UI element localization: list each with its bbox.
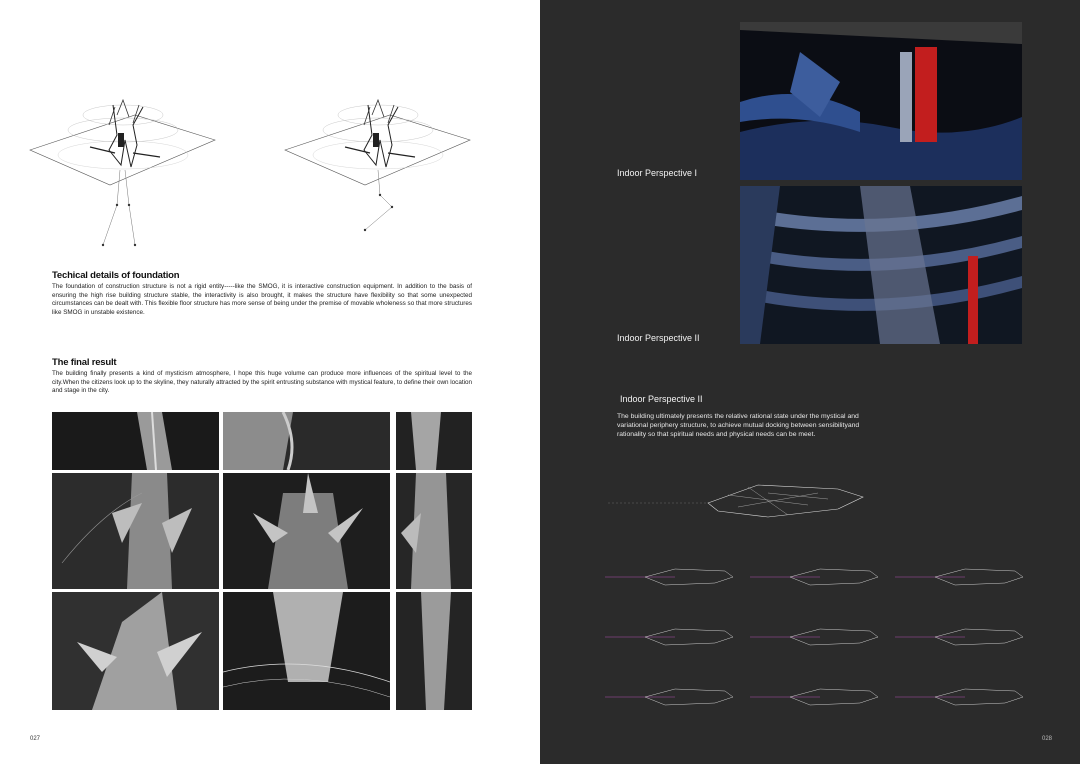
- render-tile: [52, 412, 219, 470]
- render-tile: [396, 473, 472, 589]
- render-tile: [52, 473, 219, 589]
- render-tile: [52, 592, 219, 710]
- render-tile: [223, 412, 390, 470]
- section-heading-foundation: Techical details of foundation: [52, 270, 180, 281]
- render-tile: [223, 592, 390, 710]
- page-number-right: 028: [1042, 736, 1053, 742]
- render-tile: [396, 592, 472, 710]
- indoor-perspective-image-2: [740, 186, 1022, 344]
- structure-plan-main: [608, 475, 888, 525]
- render-tile: [223, 473, 390, 589]
- render-tile: [396, 412, 472, 470]
- right-body-text: The building ultimately presents the relative rational state under the mystical and variational periphery structure, to achieve mutual docking between sensibilityand rationality so that spiritual needs and physical needs can be meet.: [617, 413, 860, 439]
- page-number-left: 027: [30, 736, 41, 742]
- section-body-foundation: The foundation of construction structure is not a rigid entity-----like the SMOG, it is interactive construction equipment. In addition to the basis of ensuring the high rise building structure stable, the interactivity is also brought, it makes the structure have flexibility so that some unexpected circumstances can be dealt with. This flexible floor structure has more sense of being under the premise of movable wholeness so that more structures like SMOG in unstable existence.: [52, 283, 472, 316]
- foundation-diagram-1: [25, 95, 225, 255]
- foundation-diagram-2: [280, 95, 480, 255]
- section-heading-final-result: The final result: [52, 357, 117, 368]
- label-indoor-perspective-3: Indoor Perspective II: [620, 394, 703, 404]
- section-body-final-result: The building finally presents a kind of mysticism atmosphere, I hope this huge volume can produce more influences of the spiritual level to the city.When the citizens look up to the skyline, they naturally attracted by the spirit entrusting substance with mystical feature, to define their own location and stage in the city.: [52, 370, 472, 395]
- indoor-perspective-image-1: [740, 22, 1022, 180]
- right-page: [540, 0, 1080, 764]
- label-indoor-perspective-2: Indoor Perspective II: [617, 333, 700, 343]
- structure-plan-series: [605, 565, 1035, 710]
- label-indoor-perspective-1: Indoor Perspective I: [617, 168, 698, 178]
- render-grid: [52, 412, 472, 710]
